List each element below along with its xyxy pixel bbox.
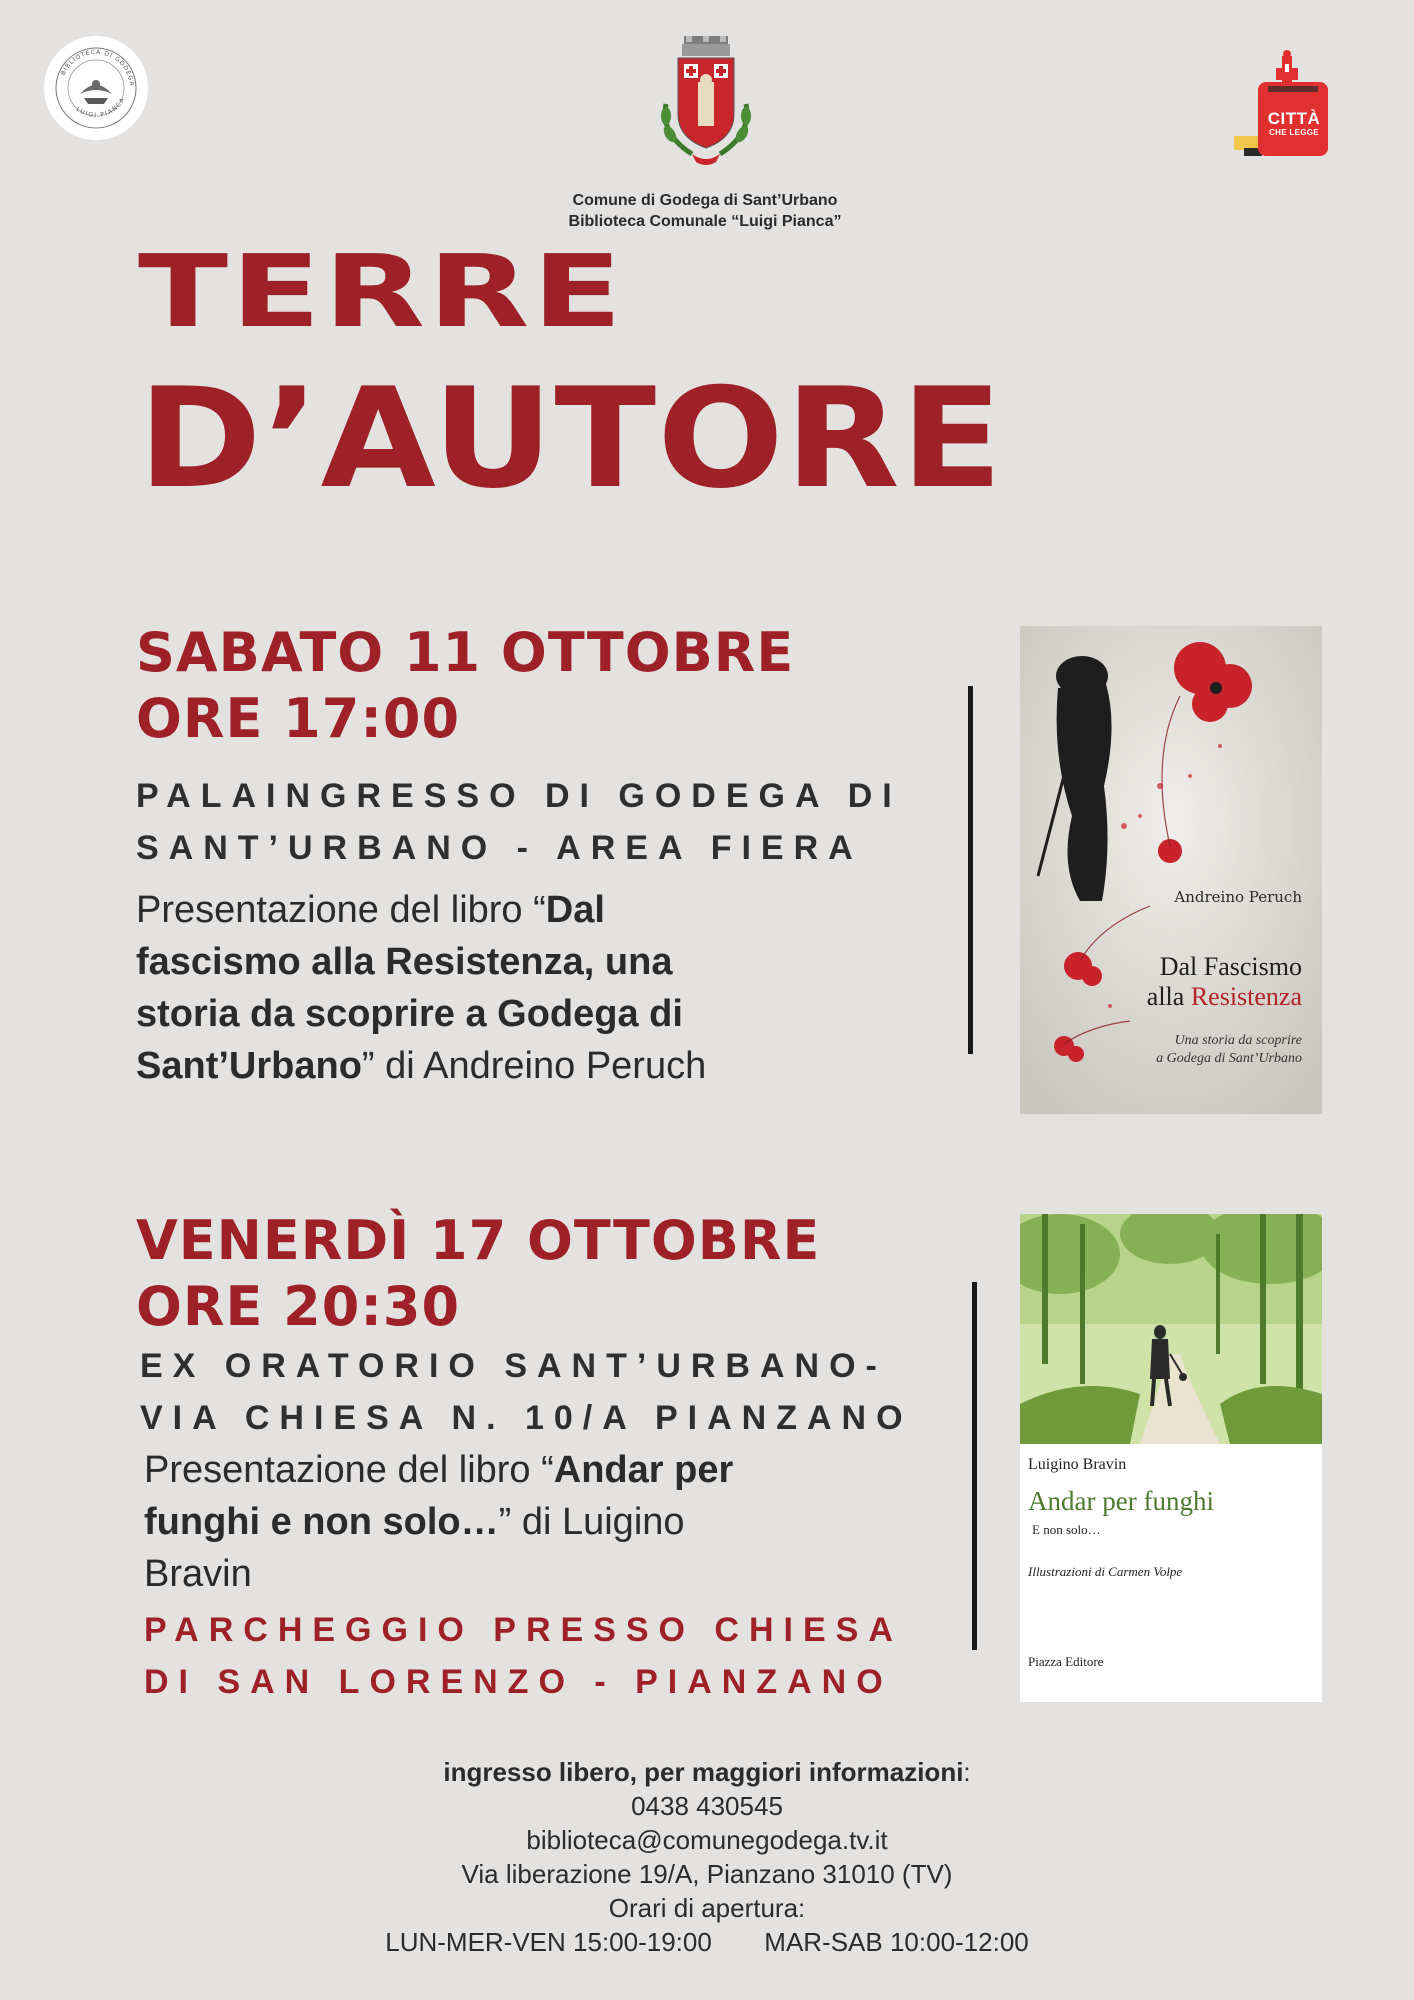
- comune-name: Comune di Godega di Sant’Urbano: [572, 192, 838, 209]
- citta-logo-line1: CITTÀ: [1267, 109, 1321, 128]
- title-line-1: TERRE: [138, 233, 625, 350]
- event-1-cover-title-line2b: Resistenza: [1190, 982, 1302, 1011]
- footer-info-colon: :: [963, 1757, 971, 1787]
- event-2: [136, 1208, 976, 1708]
- event-2-parking-line1: PARCHEGGIO PRESSO CHIESA: [144, 1611, 903, 1649]
- event-2-cover-publisher: Piazza Editore: [1028, 1654, 1104, 1669]
- event-1-book-title-3: storia da scoprire a Godega di: [136, 993, 683, 1035]
- event-1-cover-subtitle: [1156, 1032, 1302, 1068]
- event-2-cover-author: Luigino Bravin: [1028, 1456, 1127, 1473]
- event-1-cover-title-line1: Dal Fascismo: [1159, 952, 1302, 981]
- footer-email[interactable]: biblioteca@comunegodega.tv.it: [526, 1825, 888, 1855]
- event-1-cover-title: [1147, 952, 1302, 1012]
- event-1-cover-subtitle-line1: Una storia da scoprire: [1174, 1033, 1302, 1048]
- event-2-book-title-1: Andar per: [553, 1449, 734, 1491]
- event-1-divider: [968, 686, 973, 1054]
- event-2-time: ORE 20:30: [136, 1275, 461, 1338]
- event-2-book-title-2: funghi e non solo…: [144, 1501, 499, 1543]
- event-2-venue-line2: VIA CHIESA N. 10/A PIANZANO: [140, 1399, 913, 1437]
- title-line-2: D’AUTORE: [138, 358, 1004, 519]
- event-2-description: [136, 1444, 976, 1600]
- event-1-desc-prefix: Presentazione del libro “: [136, 889, 546, 931]
- event-1-book-title-2: fascismo alla Resistenza, una: [136, 941, 673, 983]
- library-logo-icon: [44, 36, 148, 140]
- event-2-desc-prefix: Presentazione del libro “: [144, 1449, 554, 1491]
- library-logo-top-text: BIBLIOTECA DI GODEGA: [59, 48, 136, 87]
- footer-info-label: ingresso libero, per maggiori informazioni: [443, 1757, 964, 1787]
- event-2-book-cover: [1020, 1214, 1322, 1702]
- event-1-date: SABATO 11 OTTOBRE: [136, 621, 795, 684]
- event-1: [136, 620, 956, 1092]
- event-2-date: VENERDÌ 17 OTTOBRE: [136, 1209, 821, 1272]
- event-1-cover-subtitle-line2: a Godega di Sant’Urbano: [1156, 1051, 1302, 1066]
- event-2-divider: [972, 1282, 977, 1650]
- footer-hours: [300, 1925, 1114, 1959]
- event-1-book-cover: [1020, 626, 1322, 1114]
- event-1-cover-title-line2a: alla: [1146, 982, 1191, 1011]
- footer-hours-2: MAR-SAB 10:00-12:00: [764, 1927, 1029, 1957]
- event-2-cover-subtitle: E non solo…: [1032, 1522, 1101, 1537]
- event-1-venue-line1: PALAINGRESSO DI GODEGA DI: [136, 777, 902, 815]
- event-2-venue-line1: EX ORATORIO SANT’URBANO-: [140, 1347, 887, 1385]
- library-name: Biblioteca Comunale “Luigi Pianca”: [568, 213, 842, 230]
- footer-hours-1: LUN-MER-VEN 15:00-19:00: [385, 1927, 712, 1957]
- event-1-time: ORE 17:00: [136, 687, 461, 750]
- event-2-desc-author: Bravin: [144, 1553, 252, 1595]
- library-logo-bottom-text: LUIGI PIANCA: [74, 95, 127, 119]
- event-2-parking-line2: DI SAN LORENZO - PIANZANO: [144, 1663, 893, 1701]
- event-2-cover-title: Andar per funghi: [1028, 1486, 1214, 1516]
- event-1-cover-author: Andreino Peruch: [1174, 888, 1302, 906]
- event-1-book-title-4: Sant’Urbano: [136, 1045, 362, 1087]
- event-1-description: [136, 884, 956, 1092]
- event-1-venue-line2: SANT’URBANO - AREA FIERA: [136, 829, 863, 867]
- citta-che-legge-icon: [1228, 48, 1338, 162]
- footer-info: [300, 1755, 1114, 1959]
- citta-logo-line2: CHE LEGGE: [1269, 128, 1319, 137]
- footer-hours-label: Orari di apertura:: [608, 1893, 806, 1923]
- event-2-desc-suffix: ” di Luigino: [498, 1501, 685, 1543]
- event-2-cover-illustrations: Illustrazioni di Carmen Volpe: [1028, 1564, 1183, 1579]
- event-1-desc-suffix: ” di Andreino Peruch: [361, 1045, 707, 1087]
- event-1-book-title-1: Dal: [545, 889, 605, 931]
- footer-phone[interactable]: 0438 430545: [631, 1791, 783, 1821]
- footer-address: Via liberazione 19/A, Pianzano 31010 (TV): [461, 1859, 953, 1889]
- municipal-crest-icon: [652, 34, 760, 170]
- organizer-block: [455, 190, 955, 232]
